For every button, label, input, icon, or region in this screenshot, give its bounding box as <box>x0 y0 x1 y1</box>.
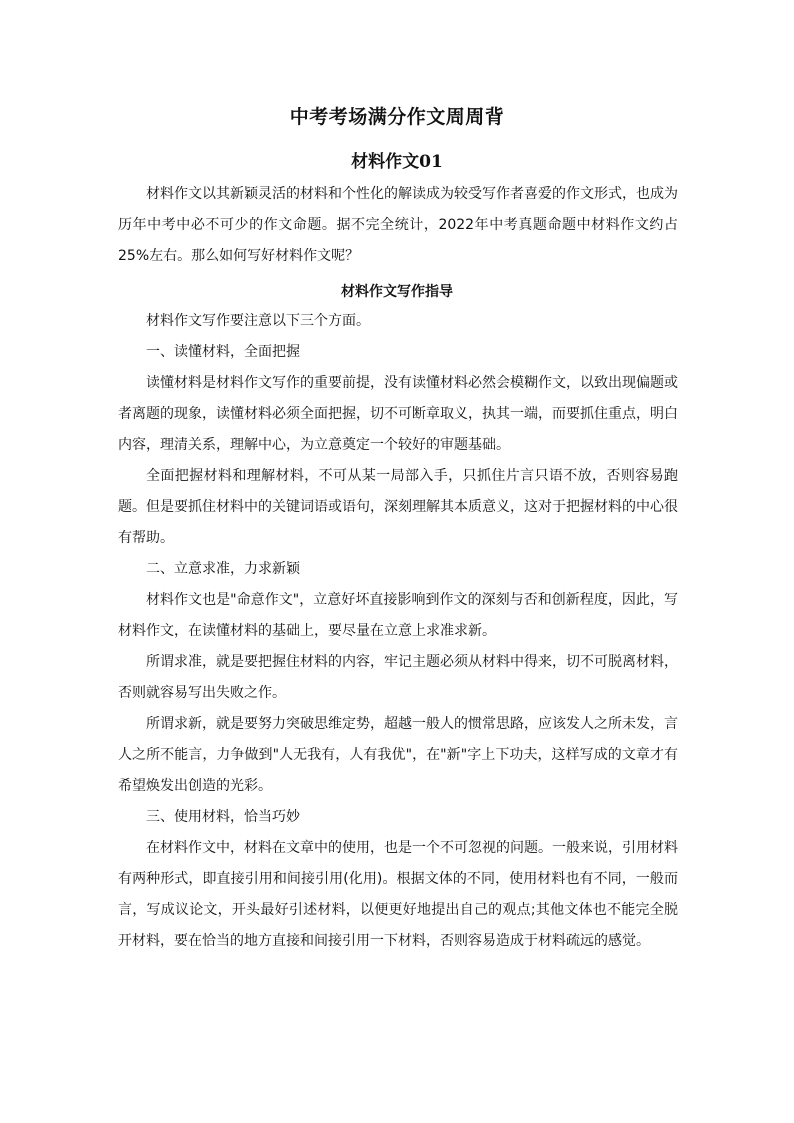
intro-block <box>118 179 678 272</box>
paragraph-point-2a: 材料作文也是"命意作文"，立意好坏直接影响到作文的深刻与否和创新程度，因此，写材料作文，在读懂材料的基础上，要尽量在立意上求准求新。 <box>118 592 678 639</box>
page-title: 中考考场满分作文周周背 <box>289 106 505 128</box>
intro-paragraph: 材料作文以其新颖灵活的材料和个性化的解读成为较受写作者喜爱的作文形式，也成为历年中考中必不可少的作文命题。据不完全统计，2022年中考真题命题中材料作文约占25%左右。那么如何写好材料作文呢？ <box>118 186 678 264</box>
guide-body <box>118 306 678 957</box>
page-subtitle: 材料作文01 <box>351 152 443 172</box>
paragraph-overview: 材料作文写作要注意以下三个方面。 <box>146 313 370 329</box>
paragraph-point-3a: 在材料作文中，材料在文章中的使用，也是一个不可忽视的问题。一般来说，引用材料有两种形式，即直接引用和间接引用(化用)。根据文体的不同，使用材料也有不同，一般而言，写成议论文，开头最好引述材料，以便更好地提出自己的观点;其他文体也不能完全脱开材料，要在恰当的地方直接和间接引用一下材料，否则容易造成于材料疏远的感觉。 <box>118 840 678 949</box>
heading-point-3: 三、使用材料，恰当巧妙 <box>146 809 300 825</box>
section-title: 材料作文写作指导 <box>341 284 453 300</box>
heading-point-1: 一、读懂材料，全面把握 <box>146 344 300 360</box>
paragraph-point-1b: 全面把握材料和理解材料，不可从某一局部入手，只抓住片言只语不放，否则容易跑题。但是要抓住材料中的关键词语或语句，深刻理解其本质意义，这对于把握材料的中心很有帮助。 <box>118 468 678 546</box>
paragraph-point-1a: 读懂材料是材料作文写作的重要前提，没有读懂材料必然会模糊作文，以致出现偏题或者离题的现象，读懂材料必须全面把握，切不可断章取义，执其一端，而要抓住重点，明白内容，理清关系，理解中心，为立意奠定一个较好的审题基础。 <box>118 375 678 453</box>
paragraph-point-2c: 所谓求新，就是要努力突破思维定势，超越一般人的惯常思路，应该发人之所未发，言人之所不能言，力争做到"人无我有，人有我优"，在"新"字上下功夫，这样写成的文章才有希望焕发出创造的光彩。 <box>118 716 678 794</box>
paragraph-point-2b: 所谓求准，就是要把握住材料的内容，牢记主题必须从材料中得来，切不可脱离材料，否则就容易写出失败之作。 <box>118 654 678 701</box>
heading-point-2: 二、立意求准，力求新颖 <box>146 561 300 577</box>
